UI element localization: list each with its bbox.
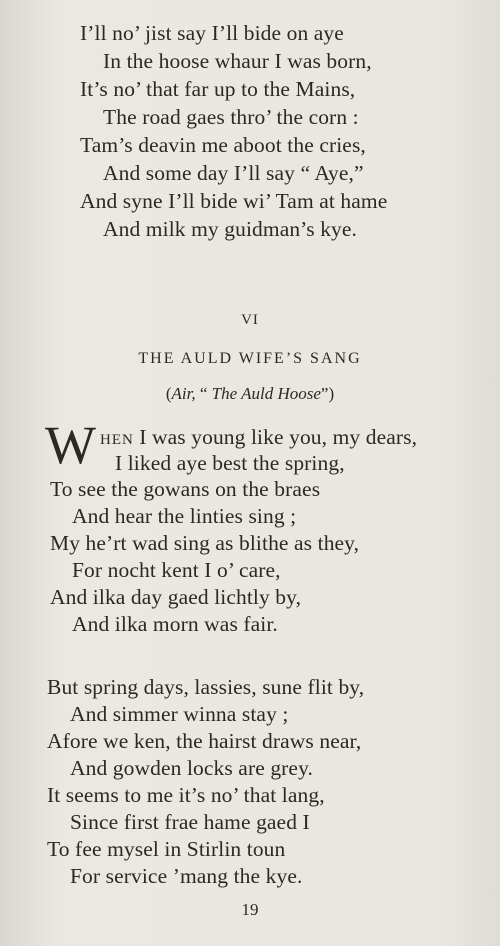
air-note-tune: The Auld Hoose	[207, 384, 321, 403]
verse-line: It’s no’ that far up to the Mains,	[80, 77, 356, 101]
verse-line: To see the gowans on the braes	[50, 477, 321, 501]
verse-line: I’ll no’ jist say I’ll bide on aye	[80, 21, 344, 45]
verse-line: And syne I’ll bide wi’ Tam at hame	[80, 189, 388, 213]
verse-line: For service ’mang the kye.	[70, 864, 303, 888]
section-number: VI	[241, 312, 259, 328]
verse-line: To fee mysel in Stirlin toun	[47, 837, 286, 861]
air-note-quote-close: ”)	[320, 384, 335, 403]
verse-line: For nocht kent I o’ care,	[72, 558, 281, 582]
verse-line: And some day I’ll say “ Aye,”	[103, 161, 364, 185]
song-title: THE AULD WIFE’S SANG	[138, 350, 362, 367]
verse-line: Tam’s deavin me aboot the cries,	[80, 133, 366, 157]
verse-line: But spring days, lassies, sune flit by,	[47, 675, 365, 699]
verse-line: And gowden locks are grey.	[70, 756, 314, 780]
verse-line-first	[100, 424, 417, 453]
verse-line: Since first frae hame gaed I	[70, 810, 310, 834]
first-word-smallcaps: HEN	[100, 432, 134, 448]
air-note	[0, 384, 500, 404]
verse-line: It seems to me it’s no’ that lang,	[47, 783, 325, 807]
verse-line: And milk my guidman’s kye.	[103, 217, 358, 241]
air-note-air: Air,	[171, 384, 196, 403]
verse-line: And ilka day gaed lichtly by,	[50, 585, 302, 609]
verse-line: I liked aye best the spring,	[115, 451, 345, 475]
verse-line: The road gaes thro’ the corn :	[103, 105, 359, 129]
verse-line: In the hoose whaur I was born,	[103, 49, 372, 73]
verse-line: My he’rt wad sing as blithe as they,	[50, 531, 360, 555]
first-line-rest: I was young like you, my dears,	[133, 425, 418, 449]
air-note-open: (	[165, 384, 172, 403]
verse-line: And simmer winna stay ;	[70, 702, 289, 726]
verse-line: And hear the linties sing ;	[72, 504, 297, 528]
verse-line: And ilka morn was fair.	[72, 612, 278, 636]
page-number: 19	[241, 900, 259, 919]
air-note-quote-open: “	[195, 384, 208, 403]
verse-line: Afore we ken, the hairst draws near,	[47, 729, 362, 753]
drop-cap: W	[45, 415, 96, 475]
